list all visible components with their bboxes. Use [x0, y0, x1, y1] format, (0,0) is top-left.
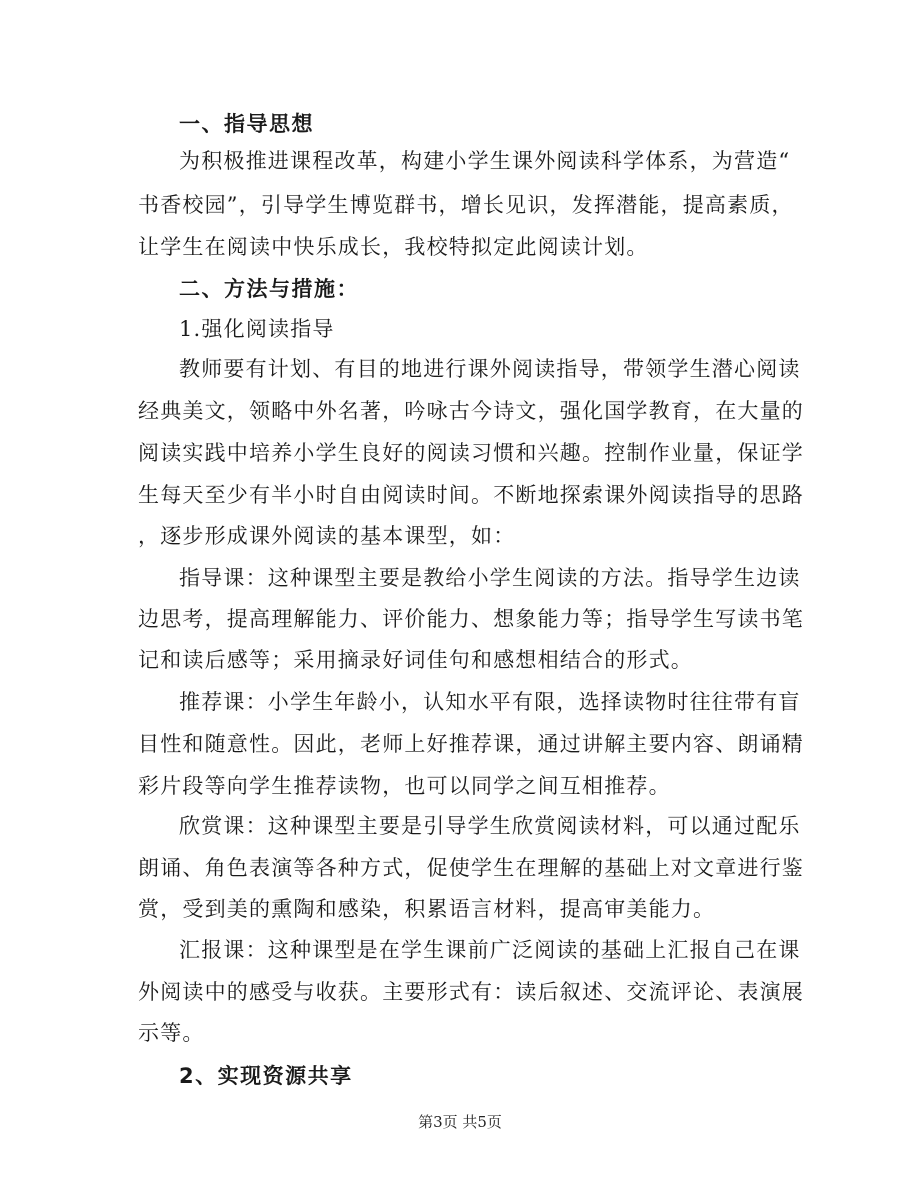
paragraph-line: 记和读后感等；采用摘录好词佳句和感想相结合的形式。	[138, 648, 693, 672]
paragraph-line: 赏，受到美的熏陶和感染，积累语言材料，提高审美能力。	[138, 897, 716, 921]
section-heading: 一、指导思想	[179, 112, 314, 136]
paragraph-line: 教师要有计划、有目的地进行课外阅读指导，带领学生潜心阅读	[179, 357, 801, 381]
paragraph-line: 示等。	[138, 1021, 205, 1045]
section-heading: 二、方法与措施：	[179, 277, 359, 301]
paragraph-line: 为积极推进课程改革，构建小学生课外阅读科学体系，为营造“	[179, 149, 791, 173]
paragraph-line: 汇报课：这种课型是在学生课前广泛阅读的基础上汇报自己在课	[179, 938, 801, 962]
paragraph-line: 书香校园”，引导学生博览群书，增长见识，发挥潜能，提高素质，	[138, 193, 794, 217]
paragraph-line: 让学生在阅读中快乐成长，我校特拟定此阅读计划。	[138, 235, 649, 259]
paragraph-line: 欣赏课：这种课型主要是引导学生欣赏阅读材料，可以通过配乐	[179, 814, 801, 838]
paragraph-line: 朗诵、角色表演等各种方式，促使学生在理解的基础上对文章进行鉴	[138, 856, 804, 880]
paragraph-line: 阅读实践中培养小学生良好的阅读习惯和兴趣。控制作业量，保证学	[138, 441, 804, 465]
subsection-heading: 1.强化阅读指导	[179, 317, 335, 341]
page-number-footer: 第3页 共5页	[418, 1113, 502, 1131]
paragraph-line: 指导课：这种课型主要是教给小学生阅读的方法。指导学生边读	[179, 566, 801, 590]
paragraph-line: 经典美文，领略中外名著，吟咏古今诗文，强化国学教育，在大量的	[138, 399, 804, 423]
paragraph-line: ，逐步形成课外阅读的基本课型，如：	[138, 524, 516, 548]
paragraph-line: 生每天至少有半小时自由阅读时间。不断地探索课外阅读指导的思路	[138, 483, 804, 507]
paragraph-line: 彩片段等向学生推荐读物，也可以同学之间互相推荐。	[138, 774, 671, 798]
paragraph-line: 边思考，提高理解能力、评价能力、想象能力等；指导学生写读书笔	[138, 607, 804, 631]
subsection-heading: 2、实现资源共享	[179, 1064, 353, 1088]
paragraph-line: 推荐课：小学生年龄小，认知水平有限，选择读物时往往带有盲	[179, 690, 801, 714]
paragraph-line: 外阅读中的感受与收获。主要形式有：读后叙述、交流评论、表演展	[138, 980, 804, 1004]
paragraph-line: 目性和随意性。因此，老师上好推荐课，通过讲解主要内容、朗诵精	[138, 732, 804, 756]
